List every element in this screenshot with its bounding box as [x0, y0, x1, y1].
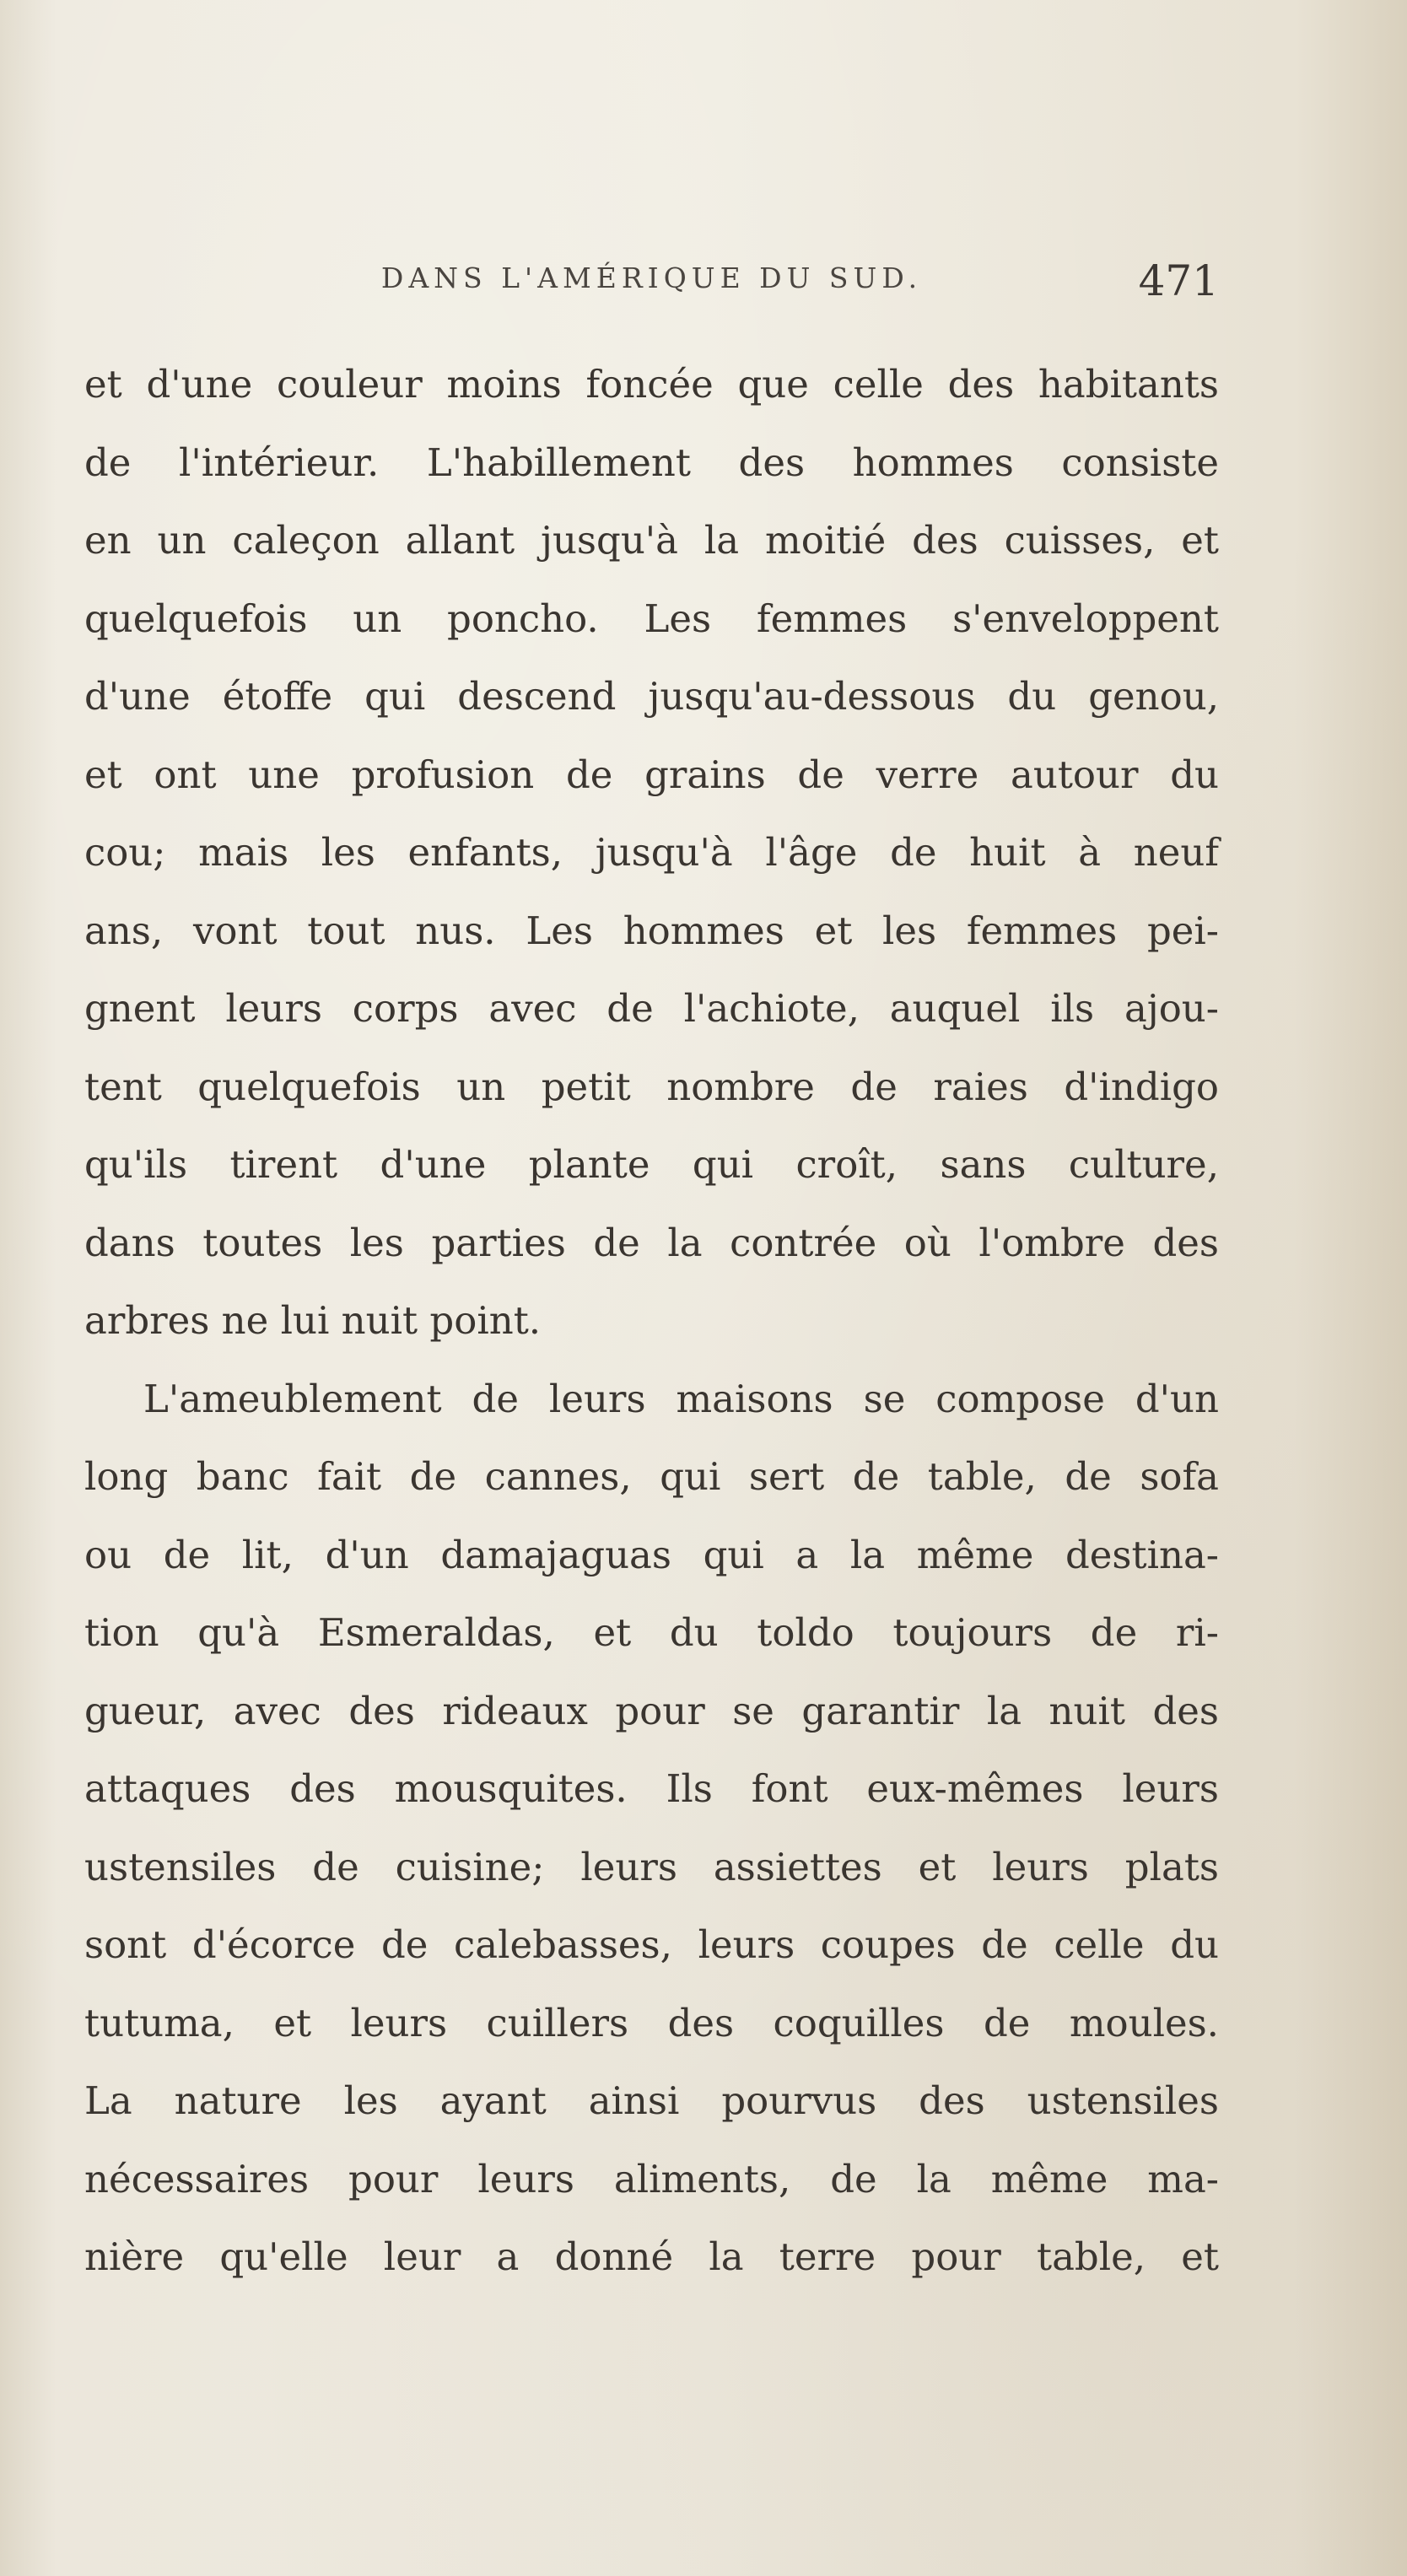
text-line: de l'intérieur. L'habillement des hommes consiste	[84, 439, 1219, 485]
text-line: et ont une profusion de grains de verre autour du	[84, 752, 1219, 797]
text-line: en un caleçon allant jusqu'à la moitié des cuisses, et	[84, 518, 1219, 563]
text-line: gnent leurs corps avec de l'achiote, auquel ils ajou-	[84, 986, 1219, 1031]
text-line: La nature les ayant ainsi pourvus des ustensiles	[84, 2078, 1219, 2123]
text-line: quelquefois un poncho. Les femmes s'enveloppent	[84, 595, 1219, 641]
page-body	[84, 346, 1219, 2297]
text-line: nécessaires pour leurs aliments, de la même ma-	[84, 2156, 1219, 2201]
text-line: cou; mais les enfants, jusqu'à l'âge de huit à neuf	[84, 830, 1219, 875]
text-line: sont d'écorce de calebasses, leurs coupes de celle du	[84, 1922, 1219, 1967]
text-line: arbres ne lui nuit point.	[84, 1298, 542, 1343]
text-line: tion qu'à Esmeraldas, et du toldo toujours de ri-	[84, 1610, 1219, 1655]
running-title: DANS L'AMÉRIQUE DU SUD.	[380, 261, 923, 294]
text-line: d'une étoffe qui descend jusqu'au-dessous du genou,	[84, 674, 1219, 719]
text-line: ustensiles de cuisine; leurs assiettes et leurs plats	[84, 1844, 1219, 1889]
text-line: ou de lit, d'un damajaguas qui a la même destina-	[84, 1532, 1219, 1577]
text-line: ans, vont tout nus. Les hommes et les femmes pei-	[84, 908, 1219, 953]
page-number: 471	[1138, 256, 1219, 305]
text-line: attaques des mousquites. Ils font eux-mêmes leurs	[84, 1766, 1219, 1811]
text-line: tent quelquefois un petit nombre de raies d'indigo	[84, 1064, 1219, 1109]
text-line: dans toutes les parties de la contrée où l'ombre des	[84, 1220, 1219, 1265]
text-line: et d'une couleur moins foncée que celle des habitants	[84, 362, 1219, 407]
text-line: tutuma, et leurs cuillers des coquilles de moules.	[84, 2000, 1219, 2045]
text-line: qu'ils tirent d'une plante qui croît, sans culture,	[84, 1142, 1219, 1187]
text-line: long banc fait de cannes, qui sert de table, de sofa	[84, 1454, 1219, 1499]
text-line: nière qu'elle leur a donné la terre pour table, et	[84, 2234, 1219, 2279]
text-line: gueur, avec des rideaux pour se garantir la nuit des	[84, 1688, 1219, 1733]
page-header	[84, 256, 1219, 312]
text-line: L'ameublement de leurs maisons se compose d'un	[143, 1376, 1219, 1421]
